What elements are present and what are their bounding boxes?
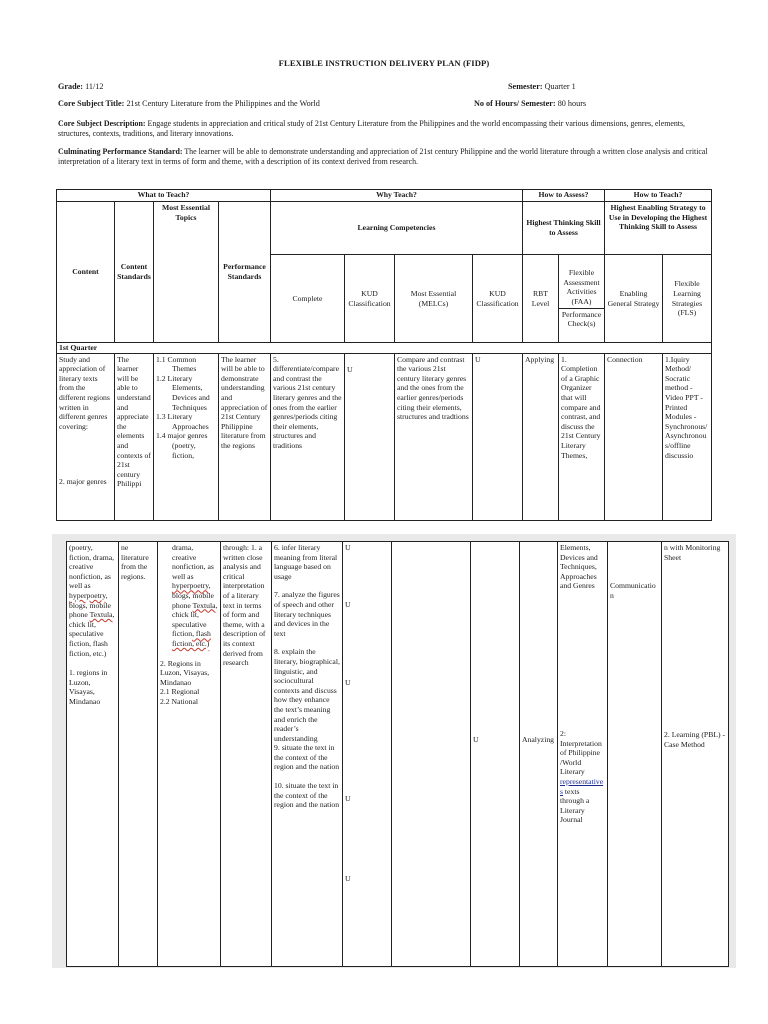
column-header-row	[57, 202, 712, 255]
cps-label: Culminating Performance Standard:	[58, 147, 183, 156]
learning-competencies-header: Learning Competencies	[271, 202, 523, 255]
melc-cell	[392, 542, 471, 967]
complete-header: Complete	[271, 255, 345, 343]
cps-text: The learner will be able to demonstrate understanding and appreciation of 21st century Philippine and the world literature through a written close analysis and critical interpretation of a literary text in terms of form and theme, with a description of its context derived from research.	[58, 147, 708, 167]
kud-cell	[345, 353, 395, 520]
kud-cell-2	[471, 542, 520, 967]
competency-item: 10. situate the text in the context of the region and the nation	[274, 781, 340, 810]
performance-standard-cell: The learner will be able to demonstrate understanding and appreciation of 21st Century Philippine literature from the regions	[219, 353, 271, 520]
performance-check-label: Performance Check(s)	[561, 309, 602, 329]
rbt-value: Analyzing	[522, 735, 555, 744]
competency-item: 6. infer literary meaning from literal language based on usage	[274, 543, 338, 581]
fls-cell: 1.Iquiry Method/ Socratic method -Video PPT -Printed Modules - Synchronous/Asynchronous/offline discussio	[663, 353, 712, 520]
subject-description	[58, 119, 708, 140]
content-cell	[67, 542, 119, 967]
kud-value: U	[345, 874, 351, 884]
hyperpoetry-term: hyperpoetry	[69, 590, 106, 600]
topic-item: 1.2 Literary Elements, Devices and Techniques	[156, 373, 210, 412]
enabling-strategy-header: Highest Enabling Strategy to Use in Developing the Highest Thinking Skill to Assess	[605, 202, 712, 255]
egs-cell: Connection	[605, 353, 663, 520]
semester-value: Quarter 1	[544, 82, 576, 91]
kud-value: U	[473, 735, 479, 744]
content-cell	[57, 353, 115, 520]
rbt-cell	[520, 542, 558, 967]
section-header-row	[57, 190, 712, 202]
rbt-cell: Applying	[523, 353, 559, 520]
egs-cell	[608, 542, 662, 967]
kud-value: U	[345, 678, 351, 688]
faa-text: Elements, Devices and Techniques, Approaches and Genres	[560, 543, 598, 591]
fidp-table	[56, 189, 712, 521]
faa-cell: 1. Completion of a Graphic Organizer that will compare and contrast, and discuss the 21st Century Literary Themes,	[559, 353, 605, 520]
semester-line	[508, 82, 576, 93]
rbt-header: RBT Level	[523, 255, 559, 343]
topic-text: drama, creative nonfiction, as well as	[172, 543, 214, 581]
fls-cell	[662, 542, 729, 967]
hours-value: 80 hours	[557, 99, 587, 108]
topic-text: 2. Regions in Luzon, Visayas, Mindanao	[160, 658, 210, 687]
fls-text: 2. Learning (PBL) - Case Method	[664, 730, 726, 749]
performance-standards-header: Performance Standards	[219, 202, 271, 343]
faa-text: 2: Interpretation of Philippine /World Literary	[560, 728, 602, 777]
representatives-term: representatives	[560, 776, 604, 796]
kud-value: U	[347, 364, 353, 374]
desc-text: Engage students in appreciation and critical study of 21st Century Literature from the Philippines and the world encompassing their various dimensions, genres, elements, structures, contexts, traditions, and literary innovations.	[58, 119, 686, 139]
semester-label: Semester:	[508, 82, 543, 91]
topics-header: Most Essential Topics	[154, 202, 219, 343]
subject-value: 21st Century Literature from the Philippines and the World	[126, 99, 320, 108]
kud-cell-2: U	[473, 353, 523, 520]
topic-text: 2.2 National	[160, 696, 199, 706]
hyperpoetry-term: hyperpoetry	[172, 581, 209, 591]
melc-cell: Compare and contrast the various 21st century literary genres and the ones from the earlier genres/periods citing their elements, structures and tradtions	[395, 353, 473, 520]
topic-text: , blogs, mobile phone	[172, 581, 214, 610]
quarter-row	[57, 343, 712, 354]
complete-competency-cell: 5. differentiate/compare and contrast the various 21st century literary genres and the ones from the earlier genres/periods citing their elements, structures and traditions	[271, 353, 345, 520]
fls-header: Flexible Learning Strategies (FLS)	[663, 255, 712, 343]
egs-header: Enabling General Strategy	[605, 255, 663, 343]
textula-term: Textula	[192, 600, 216, 610]
content-text: , chick lit, speculative fiction, flash fiction, etc.)	[69, 610, 115, 658]
melcs-header: Most Essential (MELCs)	[395, 255, 473, 343]
faa-label: Flexible Assessment Activities (FAA)	[559, 267, 604, 308]
grade-line	[58, 82, 103, 93]
faa-header	[559, 255, 605, 343]
topic-item: 1.1 Common Themes	[156, 354, 197, 374]
fidp-table-continued	[66, 541, 729, 967]
competency-item: 7. analyze the figures of speech and other literary techniques and devices in the text	[274, 590, 340, 638]
topic-text: , chick lit, speculative fiction	[172, 600, 218, 639]
content-text: 1. regions in Luzon, Visayas, Mindanao	[69, 668, 108, 706]
kud-value: U	[345, 599, 351, 609]
culminating-standard	[58, 147, 708, 168]
hours-label: No of Hours/ Semester:	[474, 99, 556, 108]
content-standard-cell: ne literature from the regions.	[119, 542, 158, 967]
competency-item: 9. situate the text in the context of the region and the nation	[274, 743, 340, 772]
grade-label: Grade:	[58, 82, 84, 91]
subject-line	[58, 99, 320, 110]
content-standard-cell: The learner will be able to understand and appreciate the elements and contexts of 21st century Philippi	[115, 353, 154, 520]
performance-standard-cell: through: 1. a written close analysis and critical interpretation of a literary text in terms of form and theme, with a description of its context derived from research	[221, 542, 272, 967]
kud-value: U	[345, 793, 351, 803]
topic-text: , flash fiction, etc.)	[172, 629, 211, 648]
how-to-assess-header: How to Assess?	[523, 190, 605, 202]
faa-text: texts through a Literary Journal	[560, 786, 590, 825]
topic-item: 1.3 Literary Approaches	[156, 412, 209, 431]
what-to-teach-header: What to Teach?	[57, 190, 271, 202]
hots-header: Highest Thinking Skill to Assess	[523, 202, 605, 255]
fls-text: n with Monitoring Sheet	[664, 543, 721, 562]
quarter-label: 1st Quarter	[57, 343, 712, 354]
table-row	[57, 353, 712, 520]
content-header: Content	[57, 202, 115, 343]
desc-label: Core Subject Description:	[58, 119, 146, 128]
kud-cell	[343, 542, 392, 967]
hours-line	[474, 99, 586, 110]
how-to-teach-header: How to Teach?	[605, 190, 712, 202]
topic-text: 2.1 Regional	[160, 687, 200, 697]
textula-term: Textula	[89, 610, 113, 620]
kud-header-2: KUD Classification	[473, 255, 523, 343]
table-row	[67, 542, 729, 967]
egs-value: Communication	[610, 581, 656, 600]
competency-item: 8. explain the literary, biographical, linguistic, and sociocultural contexts and discuss how they enhance the text’s meaning and enrich the reader’s understanding	[274, 647, 340, 743]
faa-cell	[558, 542, 608, 967]
subject-label: Core Subject Title:	[58, 99, 125, 108]
content-text: (poetry, fiction, drama, creative nonfiction, as well as	[69, 543, 115, 591]
why-teach-header: Why Teach?	[271, 190, 523, 202]
kud-value: U	[345, 543, 351, 552]
content-text: , blogs, mobile phone	[69, 590, 111, 620]
topics-cell	[158, 542, 221, 967]
content-text-2: 2. major genres	[59, 477, 107, 487]
content-text: Study and appreciation of literary texts from the different regions written in different genres covering:	[59, 354, 110, 431]
grade-value: 11/12	[85, 82, 104, 91]
complete-competency-cell	[272, 542, 343, 967]
document-title: FLEXIBLE INSTRUCTION DELIVERY PLAN (FIDP)	[278, 58, 490, 68]
kud-header-1: KUD Classification	[345, 255, 395, 343]
content-standards-header: Content Standards	[115, 202, 154, 343]
topics-cell	[154, 353, 219, 520]
topic-item: 1.4 major genres (poetry, fiction,	[156, 431, 208, 460]
